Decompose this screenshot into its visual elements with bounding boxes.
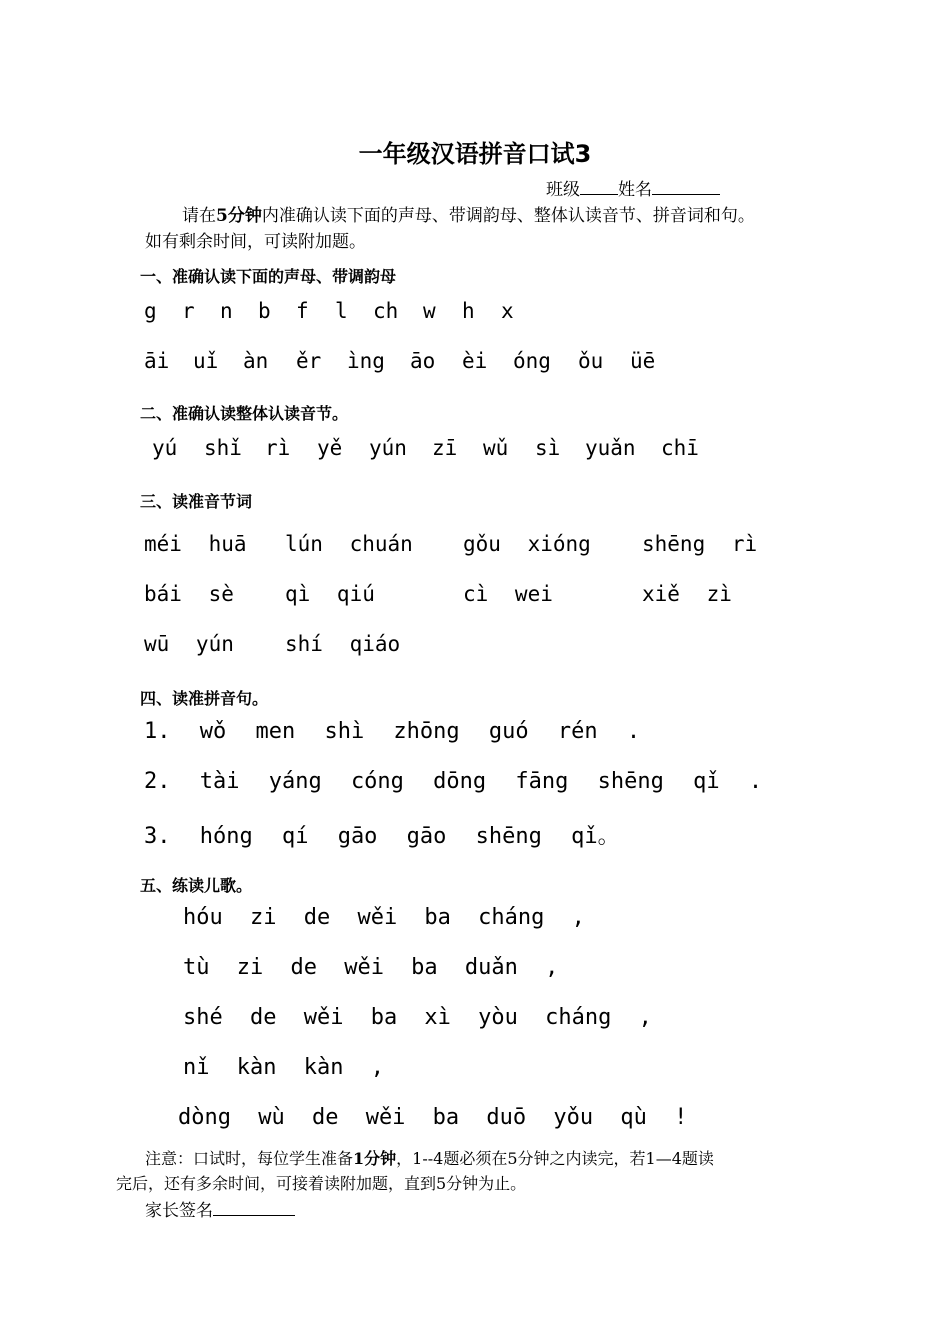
word-item: shí qiáo — [285, 632, 401, 656]
final-item: üē — [630, 349, 656, 373]
word-item: qì qiú — [285, 582, 375, 606]
poem-line: hóu zi de wěi ba cháng , — [183, 905, 585, 930]
section-4-heading: 四、读准拼音句。 — [140, 689, 269, 708]
final-item: àn — [243, 349, 269, 373]
section-5-heading: 五、练读儿歌。 — [140, 876, 253, 895]
word-item: cì wei — [463, 582, 553, 606]
word-item: wū yún — [144, 632, 234, 656]
poem-line: nǐ kàn kàn , — [183, 1055, 384, 1080]
parent-sign-line — [145, 1196, 295, 1221]
instruction-pre: 请在 — [182, 206, 216, 226]
class-blank — [580, 180, 618, 195]
final-item: āo — [410, 349, 436, 373]
word-item: lún chuán — [285, 532, 413, 556]
section-3-heading: 三、读准音节词 — [140, 492, 253, 511]
initial-item: l — [335, 299, 348, 323]
word-item: shēng rì — [642, 532, 758, 556]
sentence-item: 2. tài yáng cóng dōng fāng shēng qǐ . — [144, 769, 763, 794]
initial-item: f — [296, 299, 309, 323]
initial-item: ch — [373, 299, 399, 323]
syllable-item: chī — [661, 436, 699, 460]
final-item: ǒu — [578, 349, 604, 373]
final-item: èi — [462, 349, 488, 373]
word-item: gǒu xióng — [463, 532, 591, 556]
poem-line: shé de wěi ba xì yòu cháng , — [183, 1005, 652, 1030]
initial-item: w — [423, 299, 436, 323]
note-bold: 1分钟 — [353, 1149, 397, 1168]
name-label: 姓名 — [618, 180, 652, 200]
initial-item: g — [144, 299, 157, 323]
sentence-item: 3. hóng qí gāo gāo shēng qǐ。 — [144, 824, 620, 849]
instruction-line-1 — [182, 201, 755, 226]
final-item: óng — [513, 349, 551, 373]
initial-item: r — [182, 299, 195, 323]
instruction-post: 内准确认读下面的声母、带调韵母、整体认读音节、拼音词和句。 — [261, 206, 755, 226]
page-title: 一年级汉语拼音口试3 — [358, 140, 592, 168]
instruction-bold: 5分钟 — [216, 206, 262, 226]
note-pre: 注意：口试时，每位学生准备 — [145, 1149, 354, 1168]
section-1-heading: 一、准确认读下面的声母、带调韵母 — [140, 267, 397, 286]
final-item: uǐ — [193, 349, 219, 373]
note-post: ，1--4题必须在5分钟之内读完，若1—4题读 — [396, 1149, 714, 1168]
syllable-item: yuǎn — [585, 436, 636, 460]
section-2-heading: 二、准确认读整体认读音节。 — [140, 404, 349, 423]
class-label: 班级 — [546, 180, 580, 200]
note-line-2: 完后，还有多余时间，可接着读附加题，直到5分钟为止。 — [116, 1174, 527, 1193]
syllable-item: yě — [317, 436, 343, 460]
class-name-line — [546, 175, 720, 200]
syllable-item: yú — [152, 436, 178, 460]
final-item: ěr — [296, 349, 322, 373]
initial-item: n — [220, 299, 233, 323]
final-item: ìng — [347, 349, 385, 373]
syllable-item: shǐ — [204, 436, 242, 460]
sentence-item: 1. wǒ men shì zhōng guó rén . — [144, 719, 641, 744]
parent-sign-blank — [213, 1201, 295, 1216]
final-item: āi — [144, 349, 170, 373]
syllable-item: rì — [265, 436, 291, 460]
word-item: bái sè — [144, 582, 234, 606]
note-line-1 — [145, 1146, 714, 1169]
word-item: méi huā — [144, 532, 247, 556]
initial-item: x — [501, 299, 514, 323]
syllable-item: wǔ — [483, 436, 509, 460]
initial-item: b — [258, 299, 271, 323]
syllable-item: yún — [369, 436, 407, 460]
syllable-item: sì — [535, 436, 561, 460]
syllable-item: zī — [432, 436, 458, 460]
parent-sign-label: 家长签名 — [145, 1201, 213, 1221]
word-item: xiě zì — [642, 582, 732, 606]
initial-item: h — [462, 299, 475, 323]
poem-line: tù zi de wěi ba duǎn , — [183, 955, 559, 980]
name-blank — [652, 180, 720, 195]
instruction-line-2: 如有剩余时间，可读附加题。 — [145, 232, 366, 252]
poem-line: dòng wù de wěi ba duō yǒu qù ! — [178, 1105, 688, 1130]
